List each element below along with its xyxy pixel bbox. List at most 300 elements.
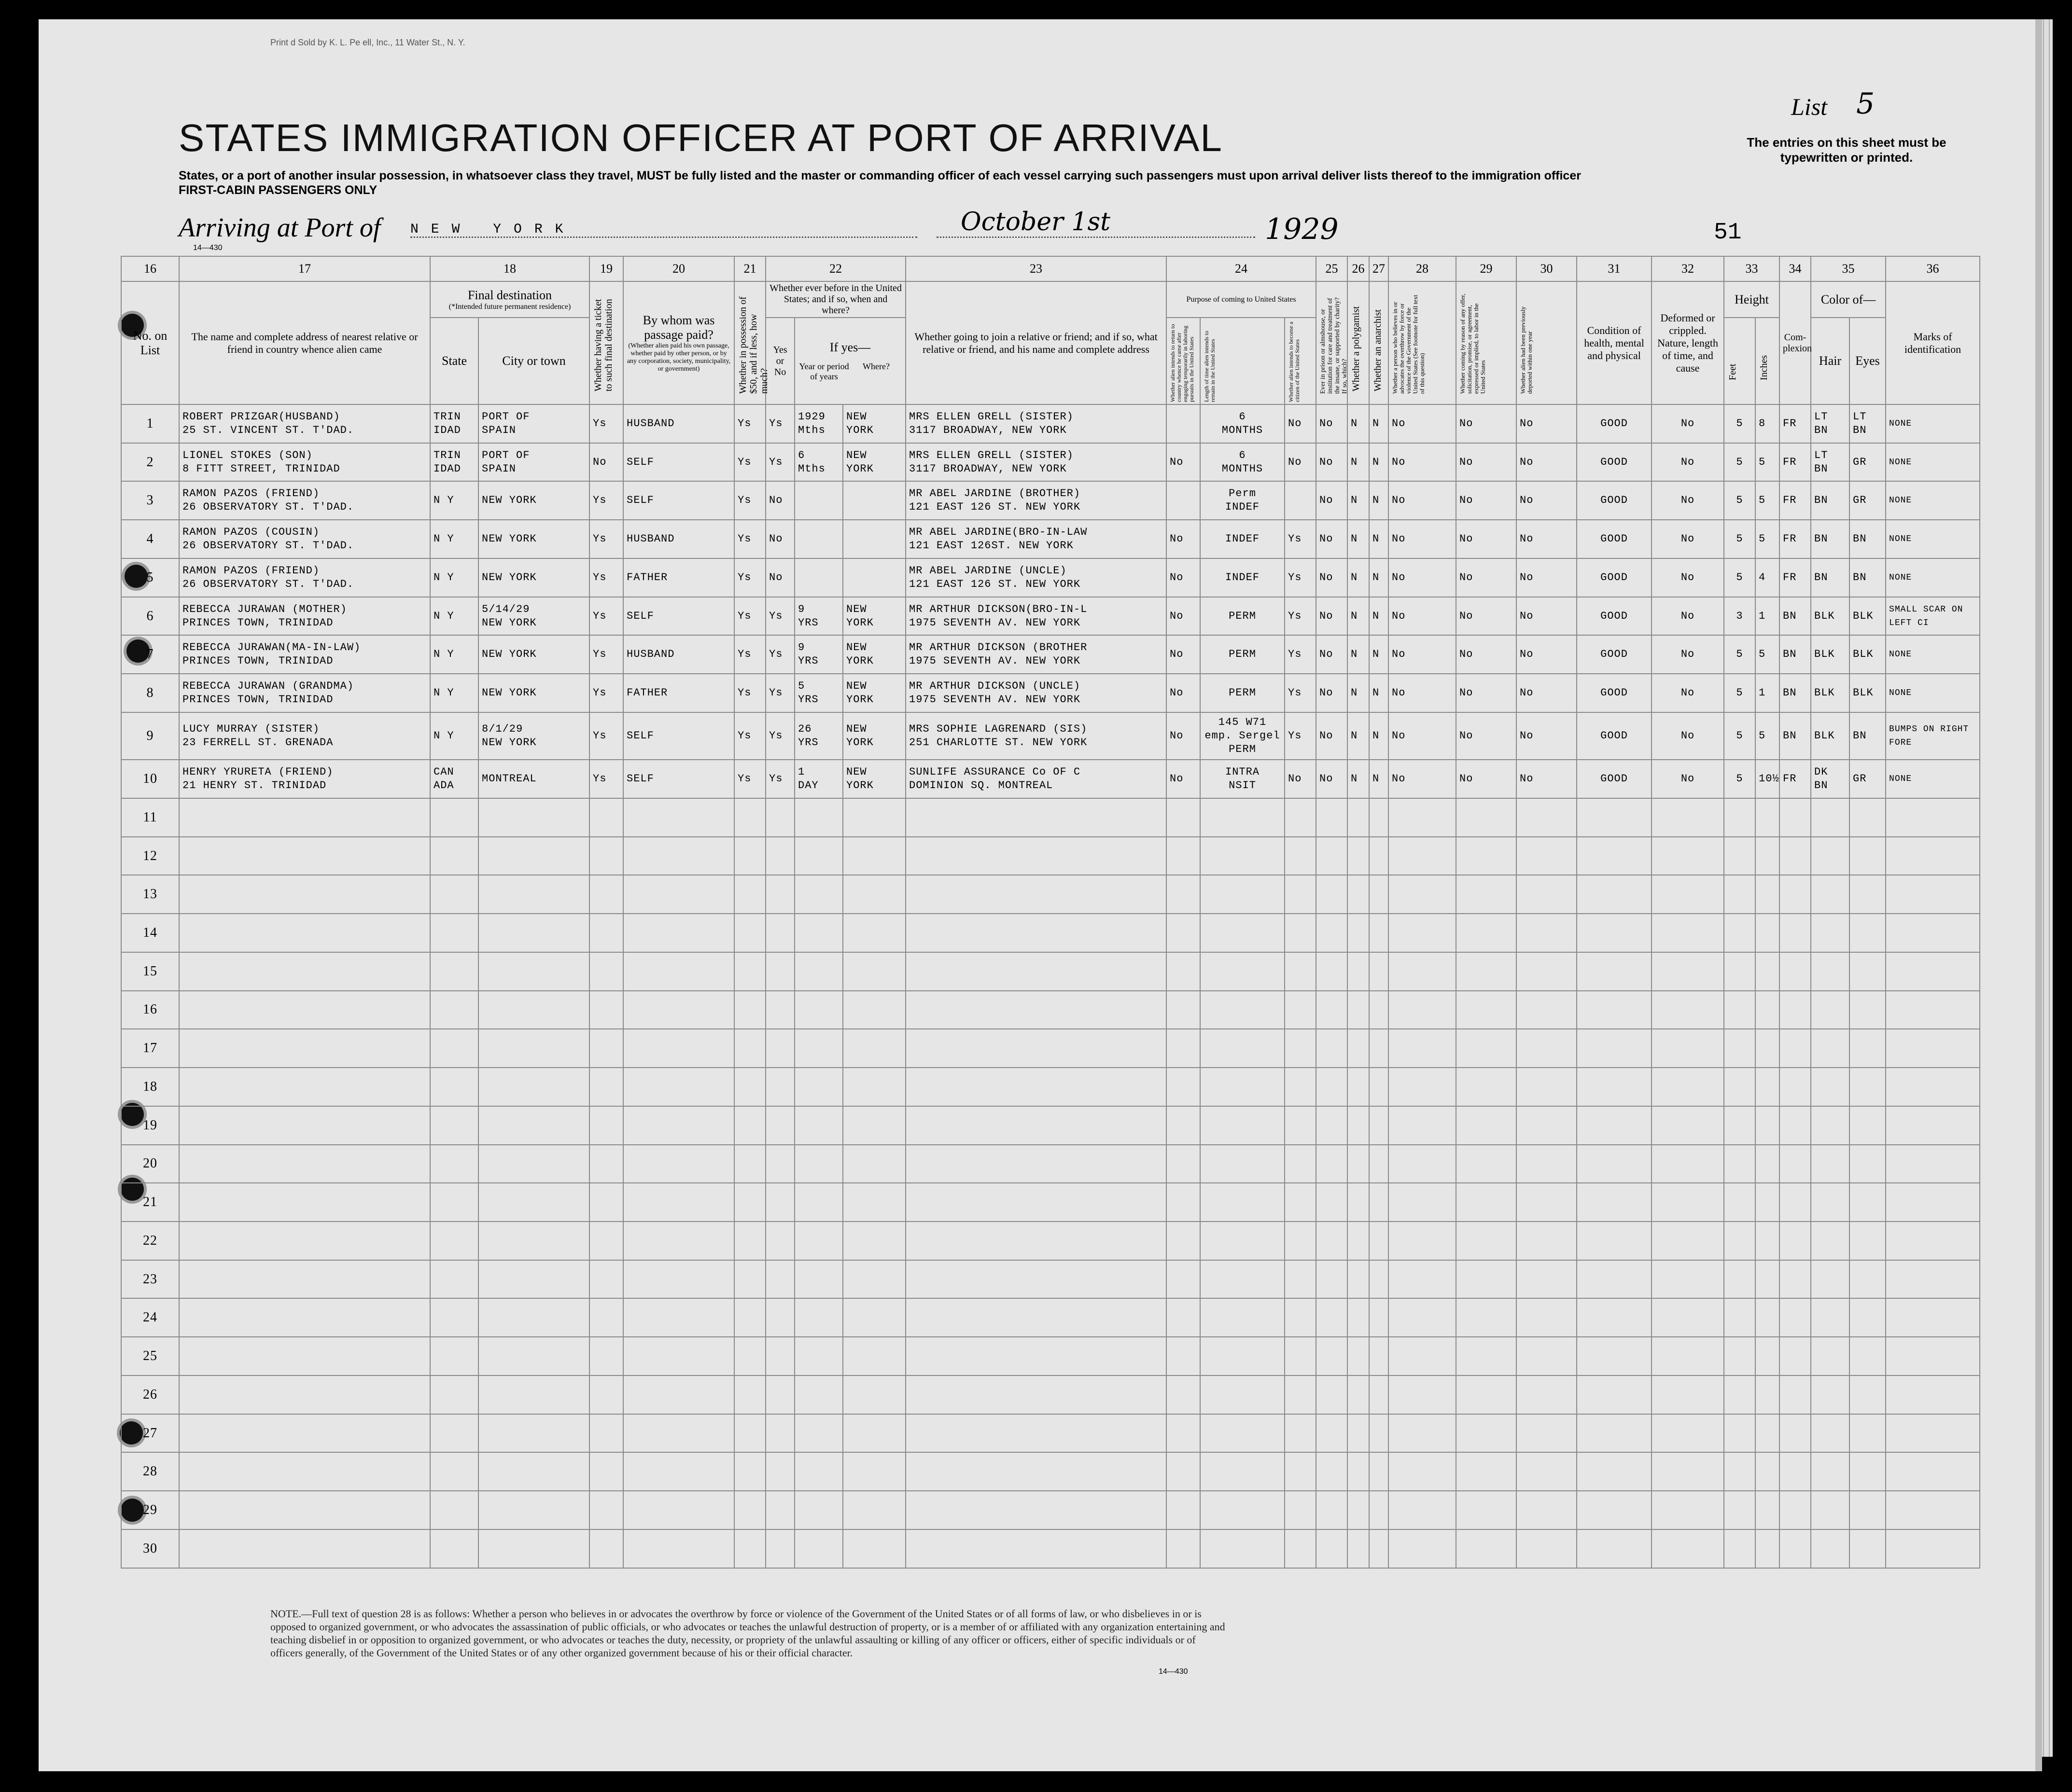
empty-cell [478, 1298, 589, 1337]
q28-cell [1388, 443, 1456, 482]
inches-cell [1755, 597, 1779, 636]
empty-cell [906, 991, 1166, 1029]
empty-cell [906, 1452, 1166, 1491]
marks-cell [1886, 597, 1980, 636]
prison-cell [1316, 443, 1347, 482]
eyes2: BLK [1853, 610, 1874, 622]
empty-cell [906, 875, 1166, 914]
paid: SELF [627, 773, 654, 785]
rel2: PRINCES TOWN, TRINIDAD [182, 616, 334, 629]
empty-cell [1316, 1375, 1347, 1414]
hair2: BN [1814, 533, 1828, 545]
row-number: 6 [121, 597, 179, 636]
yn: No [769, 494, 783, 507]
eyes2: BN [1853, 571, 1867, 583]
polygamist-cell [1347, 635, 1369, 674]
empty-cell [179, 1414, 430, 1453]
hair-header: Hair [1811, 318, 1849, 404]
empty-cell [1516, 1529, 1577, 1568]
empty-cell [1388, 1298, 1456, 1337]
col-num: 31 [1577, 256, 1652, 281]
joining-cell [906, 760, 1166, 798]
empty-cell [1166, 1029, 1200, 1068]
empty-cell [906, 1529, 1166, 1568]
empty-cell [1316, 1260, 1347, 1299]
q28-cell [1388, 520, 1456, 558]
empty-cell [1369, 1529, 1388, 1568]
empty-cell [1369, 875, 1388, 914]
ft: 5 [1736, 648, 1743, 661]
health-cell [1577, 712, 1652, 760]
empty-cell [1724, 1529, 1755, 1568]
empty-cell [1811, 1068, 1849, 1106]
empty-cell [1516, 1145, 1577, 1183]
possession-cell [734, 760, 766, 798]
empty-cell [1316, 952, 1347, 991]
prison: No [1319, 571, 1333, 583]
polygamist-cell [1347, 760, 1369, 798]
p_c: Ys [1288, 610, 1302, 622]
empty-cell [430, 914, 478, 952]
empty-cell [1811, 1414, 1849, 1453]
city-cell [478, 443, 589, 482]
yr1: 9 [798, 641, 805, 654]
empty-cell [1456, 1375, 1516, 1414]
empty-cell [478, 1145, 589, 1183]
empty-cell [1516, 991, 1577, 1029]
empty-cell [1755, 1068, 1779, 1106]
q28-header [1388, 281, 1456, 404]
empty-cell [1456, 1491, 1516, 1529]
state1: N Y [434, 687, 454, 699]
q30-cell [1516, 635, 1577, 674]
join2: 121 EAST 126ST. NEW YORK [909, 540, 1074, 552]
q28-cell [1388, 712, 1456, 760]
empty-cell [906, 914, 1166, 952]
q29-cell [1456, 481, 1516, 520]
marks: NONE [1889, 572, 1912, 583]
empty-cell [795, 1452, 843, 1491]
possession-cell [734, 558, 766, 597]
empty-cell [734, 798, 766, 837]
join1: MRS ELLEN GRELL (SISTER) [909, 410, 1074, 423]
empty-cell [766, 837, 795, 875]
empty-cell [1577, 1375, 1652, 1414]
empty-cell [795, 1029, 843, 1068]
empty-cell [1652, 914, 1724, 952]
comp: FR [1783, 533, 1797, 545]
yr2: Mths [798, 462, 826, 475]
q29-cell [1456, 635, 1516, 674]
empty-cell [1516, 1183, 1577, 1222]
joining-cell [906, 635, 1166, 674]
state1: N Y [434, 648, 454, 661]
joining-cell [906, 481, 1166, 520]
row-number: 20 [121, 1145, 179, 1183]
empty-cell [179, 914, 430, 952]
empty-cell [1886, 991, 1980, 1029]
empty-cell [734, 914, 766, 952]
empty-cell [430, 1452, 478, 1491]
where-cell [843, 443, 906, 482]
rel1: ROBERT PRIZGAR(HUSBAND) [182, 410, 340, 423]
inches-cell [1755, 760, 1779, 798]
health: GOOD [1600, 533, 1628, 545]
empty-cell [1724, 1106, 1755, 1145]
empty-cell [1652, 1337, 1724, 1375]
empty-cell [1388, 1529, 1456, 1568]
ticket-cell [589, 760, 623, 798]
empty-cell [1849, 1414, 1886, 1453]
city2: SPAIN [482, 462, 517, 475]
empty-cell [1652, 1414, 1724, 1453]
empty-cell [1285, 1222, 1316, 1260]
empty-cell [843, 1260, 906, 1299]
empty-cell [1516, 1222, 1577, 1260]
empty-cell [1369, 1029, 1388, 1068]
city1: PORT OF [482, 410, 530, 423]
marks-cell [1886, 760, 1980, 798]
column-number-row [121, 256, 1980, 281]
empty-cell [478, 1375, 589, 1414]
ticket-cell [589, 481, 623, 520]
empty-cell [1652, 1029, 1724, 1068]
empty-cell [179, 1260, 430, 1299]
row-number: 7 [121, 635, 179, 674]
empty-cell [623, 875, 734, 914]
paid-cell [623, 520, 734, 558]
hair1: LT [1814, 410, 1828, 423]
wh2: YORK [846, 424, 874, 436]
q28: No [1392, 456, 1406, 468]
prison-cell [1316, 635, 1347, 674]
empty-cell [1369, 798, 1388, 837]
empty-cell [843, 991, 906, 1029]
before-yes-no-cell [766, 443, 795, 482]
rel1: LUCY MURRAY (SISTER) [182, 723, 320, 736]
empty-cell [589, 1029, 623, 1068]
final-destination-note: (*Intended future permanent residence) [448, 302, 571, 311]
ft: 5 [1736, 456, 1743, 468]
empty-cell [843, 1452, 906, 1491]
empty-cell [1456, 1298, 1516, 1337]
empty-cell [1779, 914, 1811, 952]
empty-cell [623, 952, 734, 991]
relative-cell [179, 760, 430, 798]
period-cell [795, 674, 843, 712]
empty-cell [1388, 1145, 1456, 1183]
empty-cell [1724, 1375, 1755, 1414]
city-cell [478, 520, 589, 558]
empty-cell [1200, 1183, 1285, 1222]
empty-cell [795, 1529, 843, 1568]
empty-cell [430, 837, 478, 875]
ticket-cell [589, 443, 623, 482]
feet-label: Feet [1727, 363, 1738, 380]
empty-cell [1166, 1375, 1200, 1414]
in: 5 [1759, 533, 1766, 545]
ft: 5 [1736, 730, 1743, 742]
prison: No [1319, 687, 1333, 699]
empty-cell [734, 1452, 766, 1491]
empty-cell [1388, 914, 1456, 952]
ticket: Ys [593, 417, 607, 430]
inches-cell [1755, 443, 1779, 482]
possession-cell [734, 443, 766, 482]
p_a: No [1170, 571, 1184, 583]
row-number: 28 [121, 1452, 179, 1491]
empty-cell [1886, 875, 1980, 914]
paid: SELF [627, 610, 654, 622]
prison: No [1319, 648, 1333, 661]
q30: No [1520, 456, 1534, 468]
purpose-b-cell [1200, 635, 1285, 674]
empty-cell [589, 1452, 623, 1491]
color-of-header: Color of— [1811, 281, 1886, 318]
ticket: Ys [593, 610, 607, 622]
empty-cell [1388, 1183, 1456, 1222]
empty-cell [1779, 1183, 1811, 1222]
empty-cell [1347, 1106, 1369, 1145]
q30: No [1520, 494, 1534, 507]
empty-cell [906, 1106, 1166, 1145]
yn: Ys [769, 417, 783, 430]
comp: FR [1783, 571, 1797, 583]
yr2: YRS [798, 616, 819, 629]
q28-cell [1388, 558, 1456, 597]
p_b2: PERM [1229, 687, 1256, 699]
empty-cell [589, 1298, 623, 1337]
purpose-c-cell [1285, 712, 1316, 760]
empty-cell [906, 837, 1166, 875]
empty-cell [478, 1260, 589, 1299]
joining-cell [906, 712, 1166, 760]
relative-cell [179, 481, 430, 520]
empty-cell [1369, 952, 1388, 991]
in: 5 [1759, 456, 1766, 468]
rel2: PRINCES TOWN, TRINIDAD [182, 694, 334, 706]
empty-cell [1347, 1337, 1369, 1375]
q28: No [1392, 648, 1406, 661]
empty-cell [589, 875, 623, 914]
printer-imprint: Print d Sold by K. L. Pe ell, Inc., 11 Water St., N. Y. [270, 38, 465, 47]
state1: TRIN [434, 410, 461, 423]
header-row-1 [121, 281, 1980, 318]
p_b1: 6 [1239, 410, 1246, 423]
state-header: State [430, 318, 478, 404]
port-value: NEW YORK [410, 222, 576, 237]
empty-cell [1652, 1452, 1724, 1491]
col-num: 19 [589, 256, 623, 281]
before-yes-no-cell [766, 760, 795, 798]
empty-row [121, 1106, 1980, 1145]
empty-cell [1388, 875, 1456, 914]
health: GOOD [1600, 610, 1628, 622]
deform: No [1680, 773, 1695, 785]
city-cell [478, 712, 589, 760]
empty-row [121, 1529, 1980, 1568]
complexion-cell [1779, 443, 1811, 482]
purpose-c-cell [1285, 635, 1316, 674]
empty-cell [1166, 1222, 1200, 1260]
empty-cell [1849, 1298, 1886, 1337]
possession-header [734, 281, 770, 404]
before-yes-no-cell [766, 481, 795, 520]
wh2: YORK [846, 616, 874, 629]
join1: MRS SOPHIE LAGRENARD (SIS) [909, 723, 1088, 736]
ticket: Ys [593, 494, 607, 507]
row-number: 19 [121, 1106, 179, 1145]
p_b2: INDEF [1225, 501, 1260, 514]
passage-paid-header [623, 281, 734, 404]
empty-cell [1200, 952, 1285, 991]
typewritten-note: The entries on this sheet must be typewritten or printed. [1747, 135, 1946, 165]
empty-cell [179, 837, 430, 875]
empty-cell [1652, 1298, 1724, 1337]
empty-cell [1347, 1222, 1369, 1260]
q29: No [1459, 494, 1473, 507]
height-header: Height [1724, 281, 1779, 318]
empty-cell [1388, 1029, 1456, 1068]
empty-cell [843, 798, 906, 837]
empty-cell [1652, 1260, 1724, 1299]
city2: NEW YORK [482, 616, 537, 629]
feet-cell [1724, 558, 1755, 597]
empty-cell [623, 837, 734, 875]
marks: NONE [1889, 418, 1912, 429]
row-number: 4 [121, 520, 179, 558]
year-value: 1929 [1265, 212, 1339, 246]
poss: Ys [738, 773, 752, 785]
ticket: Ys [593, 687, 607, 699]
hair-cell [1811, 760, 1849, 798]
col-num: 32 [1652, 256, 1724, 281]
paid-cell [623, 635, 734, 674]
rel2: PRINCES TOWN, TRINIDAD [182, 655, 334, 667]
deformed-header: Deformed or crippled. Nature, length of time, and cause [1652, 281, 1724, 404]
q29-cell [1456, 597, 1516, 636]
state1: N Y [434, 730, 454, 742]
q29-cell [1456, 712, 1516, 760]
empty-cell [1285, 1491, 1316, 1529]
yn: No [769, 533, 783, 545]
col-num: 22 [766, 256, 906, 281]
empty-cell [1388, 1375, 1456, 1414]
anar: N [1372, 533, 1380, 545]
paid-cell [623, 404, 734, 443]
empty-cell [1456, 1414, 1516, 1453]
col-num: 34 [1779, 256, 1811, 281]
empty-cell [1285, 914, 1316, 952]
marks: NONE [1889, 496, 1912, 506]
empty-cell [1166, 1145, 1200, 1183]
q30: No [1520, 648, 1534, 661]
city1: NEW YORK [482, 494, 537, 507]
feet-cell [1724, 443, 1755, 482]
empty-cell [1388, 837, 1456, 875]
purpose-b-header [1200, 318, 1285, 404]
yr2: Mths [798, 424, 826, 436]
prison: No [1319, 456, 1333, 468]
empty-cell [795, 1375, 843, 1414]
comp: FR [1783, 494, 1797, 507]
empty-cell [179, 1145, 430, 1183]
empty-cell [766, 1298, 795, 1337]
empty-cell [179, 1106, 430, 1145]
row-number: 18 [121, 1068, 179, 1106]
empty-cell [766, 798, 795, 837]
join2: 3117 BROADWAY, NEW YORK [909, 424, 1067, 436]
marks-cell [1886, 404, 1980, 443]
empty-cell [1285, 1414, 1316, 1453]
joining-cell [906, 597, 1166, 636]
relative-cell [179, 712, 430, 760]
empty-cell [430, 875, 478, 914]
empty-cell [1779, 1298, 1811, 1337]
empty-cell [1200, 1145, 1285, 1183]
empty-cell [1779, 1222, 1811, 1260]
empty-cell [1516, 1068, 1577, 1106]
row-number: 16 [121, 991, 179, 1029]
hair1: LT [1814, 449, 1828, 461]
col-num: 28 [1388, 256, 1456, 281]
p_c: Ys [1288, 687, 1302, 699]
empty-cell [795, 798, 843, 837]
hair2: BLK [1814, 648, 1835, 661]
poly: N [1351, 571, 1358, 583]
empty-cell [1577, 1183, 1652, 1222]
col-num: 24 [1166, 256, 1316, 281]
empty-cell [1652, 1068, 1724, 1106]
marks-cell [1886, 712, 1980, 760]
empty-cell [906, 1414, 1166, 1453]
prison-cell [1316, 520, 1347, 558]
empty-row [121, 1260, 1980, 1299]
col-num: 27 [1369, 256, 1388, 281]
empty-cell [589, 1183, 623, 1222]
possession-cell [734, 597, 766, 636]
p_b2: MONTHS [1221, 424, 1263, 436]
poss: Ys [738, 533, 752, 545]
empty-cell [1347, 1068, 1369, 1106]
poss: Ys [738, 571, 752, 583]
empty-cell [623, 1529, 734, 1568]
anarchist-cell [1369, 520, 1388, 558]
empty-cell [1285, 1260, 1316, 1299]
empty-cell [1755, 1183, 1779, 1222]
empty-cell [179, 1337, 430, 1375]
empty-cell [1849, 1068, 1886, 1106]
empty-cell [1755, 991, 1779, 1029]
empty-cell [430, 952, 478, 991]
in: 10½ [1759, 773, 1779, 785]
purpose-b-cell [1200, 558, 1285, 597]
q29-cell [1456, 404, 1516, 443]
city-header: City or town [478, 318, 589, 404]
empty-cell [734, 1337, 766, 1375]
eyes-cell [1849, 443, 1886, 482]
ft: 5 [1736, 533, 1743, 545]
empty-cell [478, 914, 589, 952]
poss: Ys [738, 730, 752, 742]
ticket: Ys [593, 773, 607, 785]
polygamist-cell [1347, 597, 1369, 636]
inches-label: Inches [1759, 355, 1770, 380]
deform: No [1680, 533, 1695, 545]
anar: N [1372, 687, 1380, 699]
empty-cell [843, 1222, 906, 1260]
feet-header [1724, 318, 1755, 404]
